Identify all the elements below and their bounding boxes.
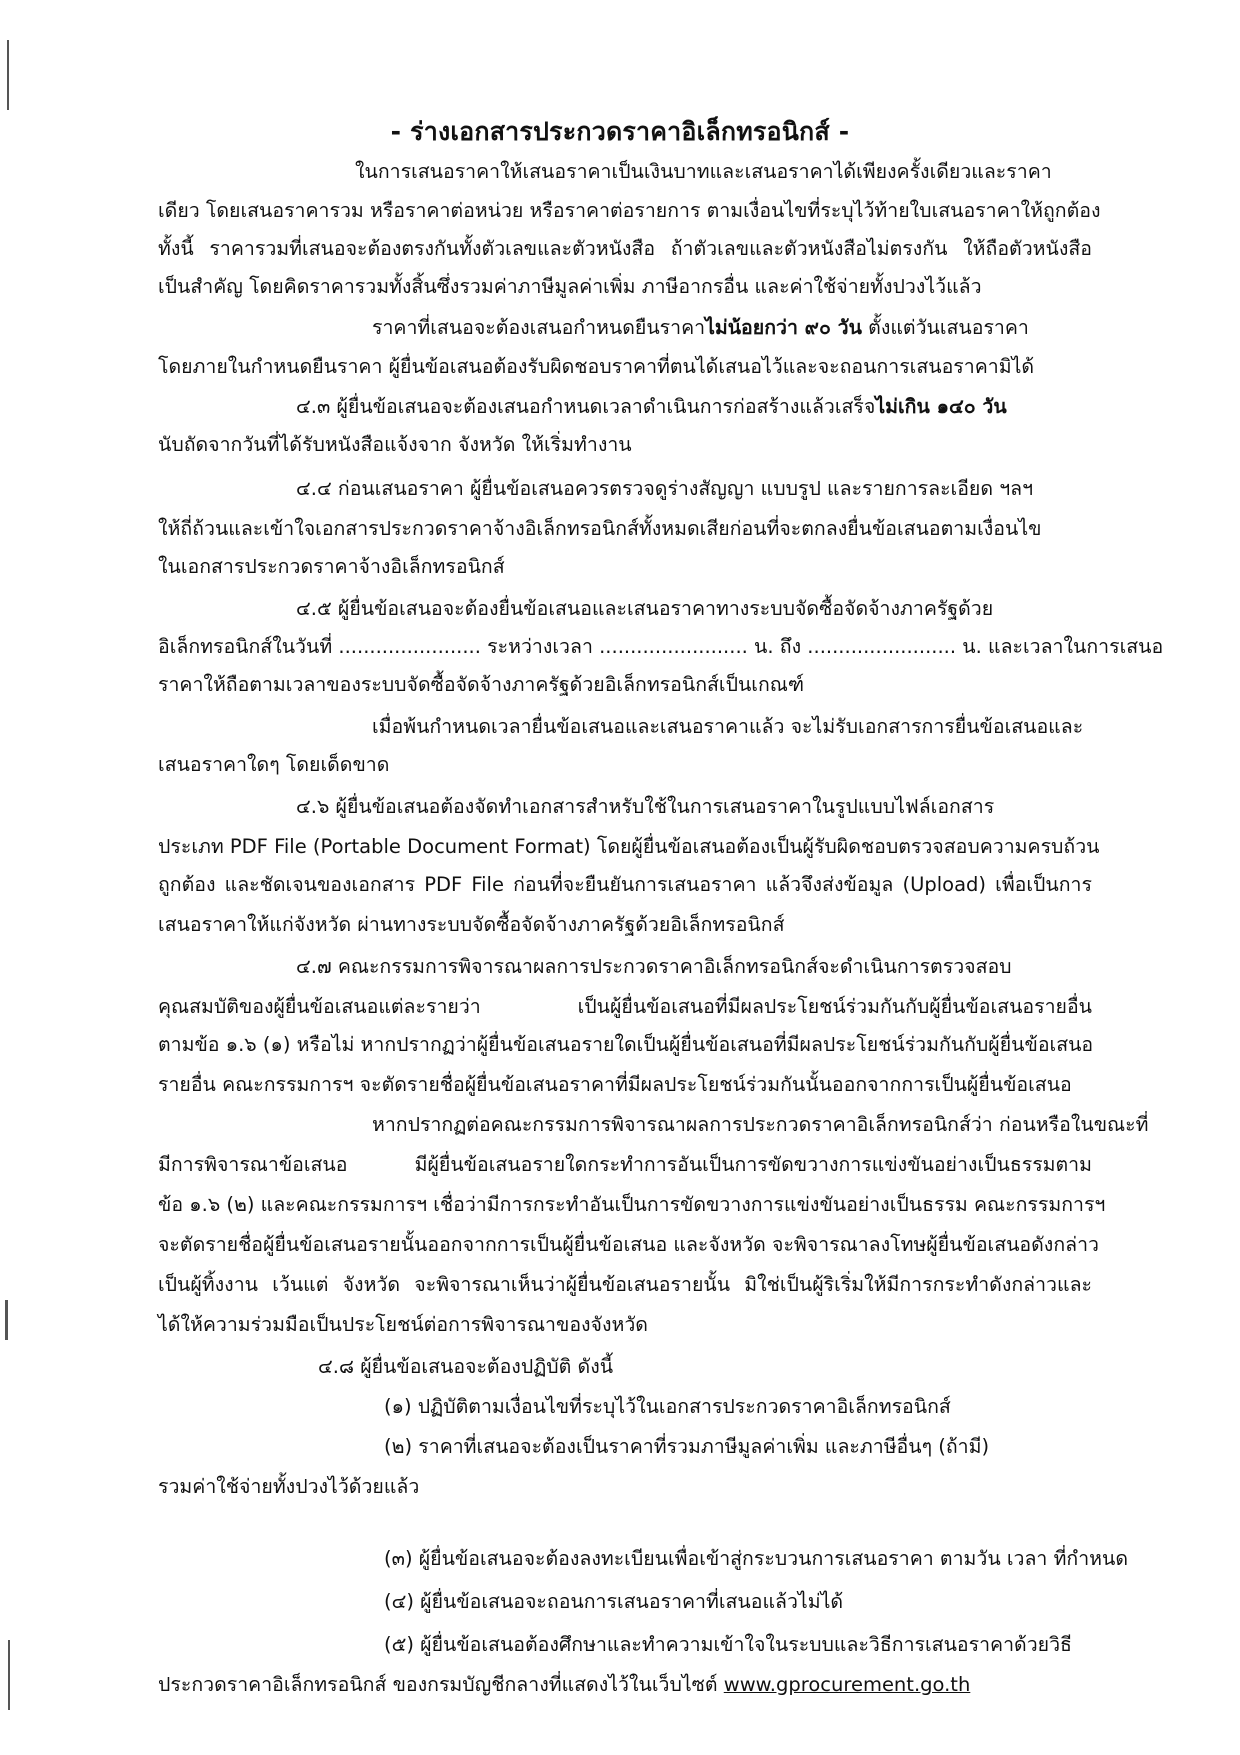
scan-edge-mark: [5, 1300, 8, 1340]
document-title: - ร่างเอกสารประกวดราคาอิเล็กทรอนิกส์ -: [390, 117, 850, 146]
paragraph-line: รายอื่น คณะกรรมการฯ จะตัดรายชื่อผู้ยื่นข้อเสนอราคาที่มีผลประโยชน์ร่วมกันนั้นออกจากการเป็นผู้ยื่นข้อเสนอ: [158, 1073, 1072, 1096]
last-line-text: ประกวดราคาอิเล็กทรอนิกส์ ของกรมบัญชีกลางที่แสดงไว้ในเว็บไซต์: [158, 1673, 724, 1696]
clause-4-3-text: ๔.๓ ผู้ยื่นข้อเสนอจะต้องเสนอกำหนดเวลาดำเนินการก่อสร้างแล้วเสร็จ: [296, 395, 876, 418]
scan-edge-mark: [7, 40, 9, 110]
paragraph-line: ในการเสนอราคาให้เสนอราคาเป็นเงินบาทและเสนอราคาได้เพียงครั้งเดียวและราคา: [355, 160, 1052, 183]
paragraph-line: ถูกต้อง และชัดเจนของเอกสาร PDF File ก่อนที่จะยืนยันการเสนอราคา แล้วจึงส่งข้อมูล (Upload) เพื่อเป็นการ: [158, 873, 1092, 896]
paragraph-line: ได้ให้ความร่วมมือเป็นประโยชน์ต่อการพิจารณาของจังหวัด: [158, 1313, 648, 1336]
paragraph-line: มีการพิจารณาข้อเสนอ มีผู้ยื่นข้อเสนอรายใดกระทำการอันเป็นการขัดขวางการแข่งขันอย่างเป็นธรรมตาม: [158, 1153, 1092, 1176]
paragraph-line: คุณสมบัติของผู้ยื่นข้อเสนอแต่ละรายว่า เป็นผู้ยื่นข้อเสนอที่มีผลประโยชน์ร่วมกันกับผู้ยื่นข้อเสนอรายอื่น: [158, 995, 1092, 1018]
paragraph-line: ประเภท PDF File (Portable Document Format) โดยผู้ยื่นข้อเสนอต้องเป็นผู้รับผิดชอบตรวจสอบความครบถ้วน: [158, 835, 1100, 858]
clause-4-3-days: ไม่เกิน ๑๔๐ วัน: [875, 395, 1007, 418]
paragraph-line: ข้อ ๑.๖ (๒) และคณะกรรมการฯ เชื่อว่ามีการกระทำอันเป็นการขัดขวางการแข่งขันอย่างเป็นธรรม คณะกรรมการฯ: [158, 1193, 1106, 1216]
paragraph-line: เดียว โดยเสนอราคารวม หรือราคาต่อหน่วย หรือราคาต่อรายการ ตามเงื่อนไขที่ระบุไว้ท้ายใบเสนอราคาให้ถูกต้อง: [158, 199, 1101, 222]
clause-4-7-line: ๔.๗ คณะกรรมการพิจารณาผลการประกวดราคาอิเล็กทรอนิกส์จะดำเนินการตรวจสอบ: [296, 955, 1012, 978]
clause-4-8-line: ๔.๘ ผู้ยื่นข้อเสนอจะต้องปฏิบัติ ดังนี้: [318, 1355, 614, 1378]
paragraph-line: เมื่อพ้นกำหนดเวลายื่นข้อเสนอและเสนอราคาแล้ว จะไม่รับเอกสารการยื่นข้อเสนอและ: [372, 715, 1084, 738]
paragraph-line: อิเล็กทรอนิกส์ในวันที่ ....................... ระหว่างเวลา ........................ น. ถึง ........................ น. และเวลาในการเสนอ: [158, 635, 1164, 658]
paragraph-line: เป็นผู้ทิ้งงาน เว้นแต่ จังหวัด จะพิจารณาเห็นว่าผู้ยื่นข้อเสนอรายนั้น มิใช่เป็นผู้ริเริ่มให้มีการกระทำดังกล่าวและ: [158, 1273, 1092, 1296]
scan-edge-mark: [8, 1640, 10, 1710]
paragraph-line: จะตัดรายชื่อผู้ยื่นข้อเสนอรายนั้นออกจากการเป็นผู้ยื่นข้อเสนอ และจังหวัด จะพิจารณาลงโทษผู้ยื่นข้อเสนอดังกล่าว: [158, 1233, 1099, 1256]
paragraph-line: ตามข้อ ๑.๖ (๑) หรือไม่ หากปรากฏว่าผู้ยื่นข้อเสนอรายใดเป็นผู้ยื่นข้อเสนอที่มีผลประโยชน์ร่วมกันกับผู้ยื่นข้อเสนอ: [158, 1033, 1094, 1056]
paragraph-line: นับถัดจากวันที่ได้รับหนังสือแจ้งจาก จังหวัด ให้เริ่มทำงาน: [158, 433, 632, 456]
paragraph-line: ทั้งนี้ ราคารวมที่เสนอจะต้องตรงกันทั้งตัวเลขและตัวหนังสือ ถ้าตัวเลขและตัวหนังสือไม่ตรงกัน ให้ถือตัวหนังสือ: [158, 237, 1092, 260]
paragraph-line: เสนอราคาให้แก่จังหวัด ผ่านทางระบบจัดซื้อจัดจ้างภาครัฐด้วยอิเล็กทรอนิกส์: [158, 913, 785, 936]
clause-4-6-line: ๔.๖ ผู้ยื่นข้อเสนอต้องจัดทำเอกสารสำหรับใช้ในการเสนอราคาในรูปแบบไฟล์เอกสาร: [296, 795, 995, 818]
clause-4-4-line: ๔.๔ ก่อนเสนอราคา ผู้ยื่นข้อเสนอควรตรวจดูร่างสัญญา แบบรูป และรายการละเอียด ฯลฯ: [296, 477, 1034, 500]
paragraph-line: รวมค่าใช้จ่ายทั้งปวงไว้ด้วยแล้ว: [158, 1475, 420, 1498]
sub-clause-5: (๕) ผู้ยื่นข้อเสนอต้องศึกษาและทำความเข้าใจในระบบและวิธีการเสนอราคาด้วยวิธี: [384, 1633, 1072, 1656]
validity-tail: ตั้งแต่วันเสนอราคา: [861, 316, 1029, 339]
clause-4-5-line: ๔.๕ ผู้ยื่นข้อเสนอจะต้องยื่นข้อเสนอและเสนอราคาทางระบบจัดซื้อจัดจ้างภาครัฐด้วย: [296, 597, 994, 620]
paragraph-line: ให้ถี่ถ้วนและเข้าใจเอกสารประกวดราคาจ้างอิเล็กทรอนิกส์ทั้งหมดเสียก่อนที่จะตกลงยื่นข้อเสนอตามเงื่อนไข: [158, 517, 1042, 540]
paragraph-line: ในเอกสารประกวดราคาจ้างอิเล็กทรอนิกส์: [158, 555, 505, 578]
sub-clause-2: (๒) ราคาที่เสนอจะต้องเป็นราคาที่รวมภาษีมูลค่าเพิ่ม และภาษีอื่นๆ (ถ้ามี): [384, 1435, 990, 1458]
validity-text: ราคาที่เสนอจะต้องเสนอกำหนดยืนราคา: [372, 316, 706, 339]
paragraph-line-validity: [372, 316, 1029, 339]
sub-clause-3: (๓) ผู้ยื่นข้อเสนอจะต้องลงทะเบียนเพื่อเข้าสู่กระบวนการเสนอราคา ตามวัน เวลา ที่กำหนด: [384, 1547, 1129, 1570]
clause-4-3-line: [296, 395, 1007, 418]
paragraph-line: เป็นสำคัญ โดยคิดราคารวมทั้งสิ้นซึ่งรวมค่าภาษีมูลค่าเพิ่ม ภาษีอากรอื่น และค่าใช้จ่ายทั้งปวงไว้แล้ว: [158, 275, 982, 298]
sub-clause-1: (๑) ปฏิบัติตามเงื่อนไขที่ระบุไว้ในเอกสารประกวดราคาอิเล็กทรอนิกส์: [384, 1395, 951, 1418]
paragraph-line: หากปรากฏต่อคณะกรรมการพิจารณาผลการประกวดราคาอิเล็กทรอนิกส์ว่า ก่อนหรือในขณะที่: [372, 1113, 1149, 1136]
paragraph-line: ราคาให้ถือตามเวลาของระบบจัดซื้อจัดจ้างภาครัฐด้วยอิเล็กทรอนิกส์เป็นเกณฑ์: [158, 673, 805, 696]
gprocurement-link[interactable]: www.gprocurement.go.th: [723, 1673, 971, 1696]
validity-days: ไม่น้อยกว่า ๙๐ วัน: [705, 316, 862, 339]
paragraph-line: โดยภายในกำหนดยืนราคา ผู้ยื่นข้อเสนอต้องรับผิดชอบราคาที่ตนได้เสนอไว้และจะถอนการเสนอราคามิได้: [158, 355, 1035, 378]
sub-clause-4: (๔) ผู้ยื่นข้อเสนอจะถอนการเสนอราคาที่เสนอแล้วไม่ได้: [384, 1590, 844, 1613]
last-line: [158, 1673, 970, 1696]
paragraph-line: เสนอราคาใดๆ โดยเด็ดขาด: [158, 753, 390, 776]
